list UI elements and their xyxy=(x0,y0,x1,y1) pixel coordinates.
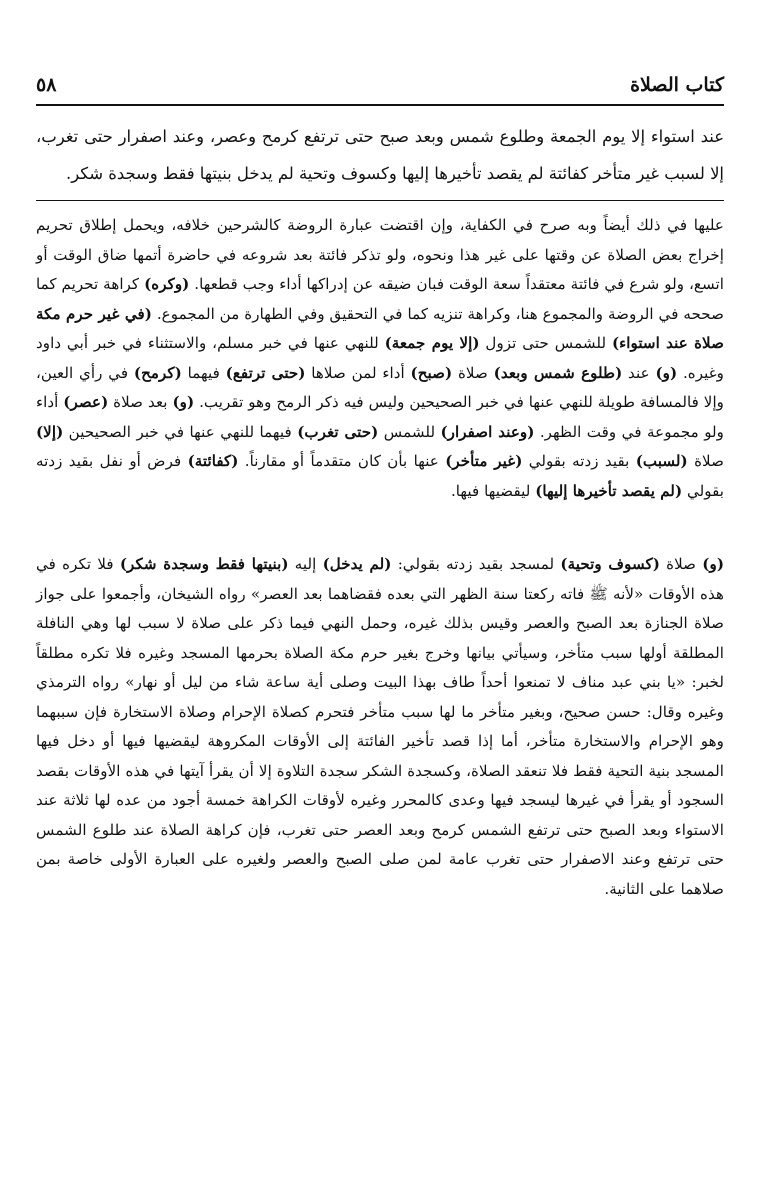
commentary-run: صلاة xyxy=(452,363,494,382)
commentary-run: كراهة تحريم كما صححه في الروضة والمجموع هنا، وكراهة تنزيه كما في التحقيق وفي الطهارة من المجموع. xyxy=(36,275,724,323)
commentary-run: فيهما للنهي عنها في خبر الصحيحين xyxy=(63,422,298,441)
bold-quote: (طلوع شمس وبعد) xyxy=(493,363,623,382)
commentary-run: بعد صلاة xyxy=(108,393,173,411)
matn-text: عند استواء إلا يوم الجمعة وطلوع شمس وبعد صبح حتى ترتفع كرمح وعصر، وعند اصفرار حتى تغرب، إلا لسبب غير متأخر كفائتة لم يقصد تأخيرها إليها وكسوف وتحية لم يدخل بنيتها فقط وسجدة شكر. xyxy=(36,127,724,183)
commentary-paragraph-2 xyxy=(36,550,724,904)
bold-quote: (و) xyxy=(172,393,195,411)
bold-quote: (وكره) xyxy=(144,275,190,293)
bold-quote: (لم يقصد تأخيرها إليها) xyxy=(535,481,683,500)
commentary-run: فيهما xyxy=(181,363,226,382)
commentary-run: أداء لمن صلاها xyxy=(305,363,411,382)
page-header xyxy=(36,70,724,106)
bold-quote: (كفائتة) xyxy=(187,452,239,470)
bold-quote: (كسوف وتحية) xyxy=(560,555,660,573)
commentary-run: للنهي عنها في خبر مسلم، والاستثناء في خبر أبي داود وغيره. xyxy=(36,334,724,382)
bold-quote: (بنيتها فقط وسجدة شكر) xyxy=(119,555,289,573)
bold-quote: (عصر) xyxy=(63,393,109,411)
commentary-run: صلاة xyxy=(687,452,724,470)
bold-quote: (حتى تغرب) xyxy=(297,422,379,441)
commentary-run: للشمس حتى تزول xyxy=(479,334,612,352)
commentary-run: بقيد زدته بقولي xyxy=(522,452,636,470)
commentary-run: فلا تكره في هذه الأوقات «لأنه ﷺ فاته ركعتا سنة الظهر التي بعده فقضاهما بعد العصر» رواه الشيخان، وأجمعوا على جواز صلاة الجنازة بعد الصبح والعصر وقيس بذلك غيره، وحمل النهي فيما ذكر على صلاة لا سبب لها وهي النافلة المطلقة أولها سبب متأخر، وسيأتي بيانها وخرج بغير حرم مكة الصلاة بحرمها المسجد وغيره فلا تكره مطلقاً لخبر: «يا بني عبد مناف لا تمنعوا أحداً طاف بهذا البيت وصلى أية ساعة شاء من ليل أو نهار» رواه الترمذي وغيره وقال: حسن صحيح، وبغير متأخر ما لها سبب متأخر فتحرم كصلاة الإحرام وصلاة الاستخارة فإن سببهما وهو الإحرام والاستخارة متأخر، أما إذا قصد تأخير الفائتة إلى الأوقات المكروهة ليقضيها فيها أو دخل فيها المسجد بنية التحية فقط فلا تنعقد الصلاة، وكسجدة الشكر سجدة التلاوة إلا أن يقرأ آيتها في هذه الأوقات بقصد السجود أو يقرأ في غيرها ليسجد فيها وعدى كالمحرر وغيره لأوقات الكراهة خمسة أجود من عده لها ثلاثة عند الاستواء وبعد الصبح حتى ترتفع الشمس كرمح وبعد العصر حتى تغرب، فإن كراهة الصلاة عند طلوع الشمس حتى ترتفع وعند الاصفرار حتى تغرب عامة لمن صلى الصبح والعصر ولغيره على العبارة الأولى خاصة بمن صلاهما على الثانية. xyxy=(36,555,724,898)
bold-quote: (غير متأخر) xyxy=(445,452,523,470)
commentary-run: لمسجد بقيد زدته بقولي: xyxy=(391,555,561,573)
commentary-run: عند xyxy=(622,363,656,382)
bold-quote: (إلا يوم جمعة) xyxy=(384,334,480,352)
divider-line xyxy=(36,200,724,201)
commentary-run: ليقضيها فيها. xyxy=(450,481,536,500)
bold-quote: (حتى ترتفع) xyxy=(225,363,306,382)
bold-quote: (و) xyxy=(702,555,725,573)
commentary-paragraph-1 xyxy=(36,211,724,506)
book-title: كتاب الصلاة xyxy=(630,74,724,96)
bold-quote: (لم يدخل) xyxy=(322,555,392,573)
commentary-run: في رأي العين، وإلا فالمسافة طويلة للنهي عنها في خبر الصحيحين وليس فيه ذكر الرمح وهو تقريب. xyxy=(36,363,725,411)
page-number: ٥٨ xyxy=(36,74,57,96)
bold-quote: (صبح) xyxy=(410,363,453,382)
bold-quote: (كرمح) xyxy=(133,363,182,382)
commentary-run: صلاة xyxy=(659,555,703,573)
commentary-run: عليها في ذلك أيضاً وبه صرح في الكفاية، وإن اقتضت عبارة الروضة كالشرحين خلافه، ويحمل إطلاق تحريم إخراج بعض الصلاة عن وقتها على غير هذا ونحوه، ولو تذكر فائتة بعد شروعه في حاضرة أتمها ضاق الوقت أو اتسع، ولو شرع في فائتة معتقداً سعة الوقت فبان ضيقه عن إدراكها أداء وجب قطعها. xyxy=(36,216,724,293)
book-page xyxy=(36,70,724,1155)
bold-quote: (و) xyxy=(655,363,678,382)
bold-quote: (وعند اصفرار) xyxy=(440,422,535,441)
commentary-run: أداء ولو مجموعة في وقت الظهر. xyxy=(36,393,724,441)
commentary-run: للشمس xyxy=(378,422,441,441)
bold-quote: (لسبب) xyxy=(635,452,688,470)
commentary xyxy=(36,211,724,904)
commentary-run: إليه xyxy=(288,555,323,573)
bold-quote: (في غير حرم مكة صلاة عند استواء) xyxy=(36,304,725,352)
commentary-run: فرض أو نفل بقيد زدته بقولي xyxy=(36,452,724,500)
commentary-run: عنها بأن كان متقدماً أو مقارناً. xyxy=(238,452,446,470)
bold-quote: (إلا) xyxy=(36,422,64,441)
